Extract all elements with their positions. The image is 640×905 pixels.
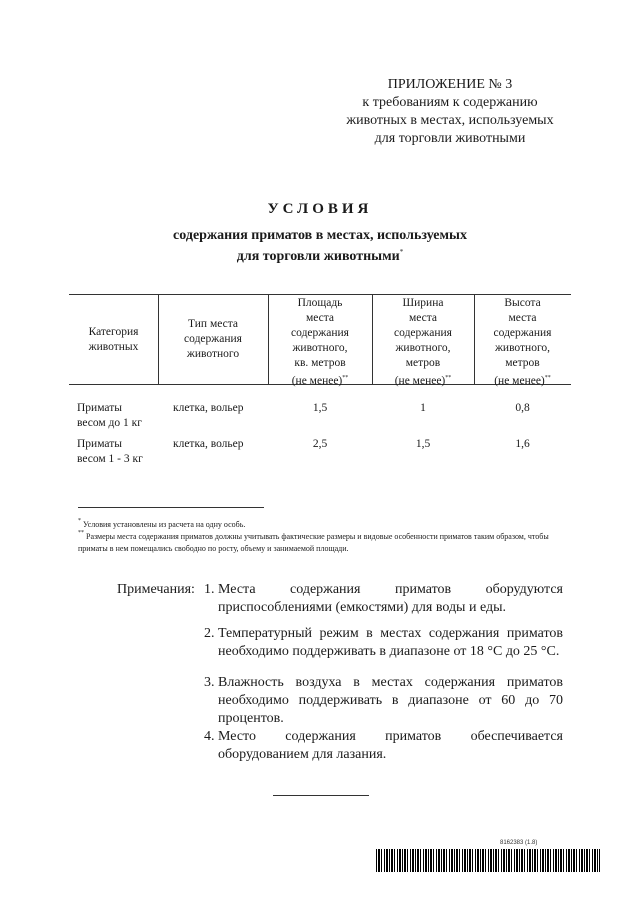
footnote-marker: *: [78, 518, 81, 524]
header-line: [474, 371, 571, 389]
footnote: [78, 528, 568, 554]
header-line: животного,: [494, 342, 551, 354]
table-cell-width: 1: [420, 402, 426, 414]
table-header-height: [474, 296, 571, 389]
header-line: животных: [88, 341, 139, 353]
header-line: содержания: [184, 333, 242, 345]
header-line: метров: [505, 357, 540, 369]
header-line: места: [408, 312, 438, 324]
header-line: животного,: [395, 342, 451, 354]
end-separator: [273, 795, 369, 796]
header-line: [268, 371, 372, 389]
note-text: Место содержания приматов обеспечивается оборудованием для лазания.: [218, 729, 563, 762]
appendix-header: [300, 76, 600, 148]
table-cell-width: 1,5: [415, 438, 431, 450]
note-text: Температурный режим в местах содержания приматов необходимо поддерживать в диапазоне от 18 °С до 25 °С.: [218, 626, 563, 659]
header-line: животного,: [292, 342, 348, 354]
cell-line: Приматы: [77, 438, 122, 450]
table-header-type: [158, 317, 268, 362]
document-code: 8162383 (1.8): [500, 840, 538, 846]
header-line: Тип места: [188, 318, 238, 330]
footnote-marker: *: [399, 248, 404, 256]
footnote-marker: **: [342, 375, 349, 381]
header-line: Категория: [88, 326, 139, 338]
subtitle-line: содержания приматов в местах, используемых: [173, 228, 467, 243]
footnote-marker: **: [445, 375, 452, 381]
table-cell-category: [77, 437, 162, 467]
header-line: Высота: [504, 297, 541, 309]
table-cell-area: 2,5: [312, 438, 328, 450]
barcode: [376, 849, 600, 872]
table-cell-type: клетка, вольер: [173, 438, 244, 450]
table-header-area: [268, 296, 372, 389]
appendix-subtitle-line: для торговли животными: [374, 131, 526, 146]
cell-line: Приматы: [77, 402, 122, 414]
appendix-subtitle-line: животных в местах, используемых: [346, 113, 554, 128]
document-subtitle: [130, 227, 510, 265]
subtitle-line: [130, 244, 510, 265]
appendix-number: ПРИЛОЖЕНИЕ № 3: [387, 77, 513, 92]
footnote-text: Условия установлены из расчета на одну особь.: [83, 520, 246, 529]
header-line: Ширина: [402, 297, 444, 309]
header-line: содержания: [394, 327, 452, 339]
header-line: кв. метров: [294, 357, 346, 369]
header-text: (не менее): [494, 375, 545, 387]
table-cell-area: 1,5: [312, 402, 328, 414]
note-number: 1.: [204, 582, 215, 597]
header-line: места: [508, 312, 537, 324]
note-number: 4.: [204, 729, 215, 744]
header-text: (не менее): [394, 375, 446, 387]
table-cell-height: 1,6: [515, 438, 530, 450]
footnote-marker: **: [78, 530, 84, 536]
header-line: метров: [405, 357, 441, 369]
header-line: Площадь: [297, 297, 343, 309]
header-line: животного: [186, 348, 240, 360]
table-header-width: [372, 296, 474, 389]
table-cell-height: 0,8: [515, 402, 530, 414]
table-header-category: [69, 325, 158, 355]
cell-line: весом 1 - 3 кг: [77, 453, 143, 465]
note-number: 2.: [204, 626, 215, 641]
header-line: содержания: [291, 327, 349, 339]
table-cell-type: клетка, вольер: [173, 402, 244, 414]
table-cell-category: [77, 401, 162, 431]
note-text: Влажность воздуха в местах содержания приматов необходимо поддерживать в диапазоне от 60 до 70 процентов.: [218, 675, 563, 726]
notes-label: Примечания:: [117, 582, 195, 597]
subtitle-text: для торговли животными: [236, 249, 400, 264]
header-text: (не менее): [291, 375, 343, 387]
footnote-text: Размеры места содержания приматов должны учитывать фактические размеры и видовые особенности приматов таким образом, чтобы приматы в нем помещались свободно по росту, объему и занимаемой площади.: [78, 532, 549, 553]
header-line: места: [305, 312, 335, 324]
header-line: [372, 371, 474, 389]
header-line: содержания: [493, 327, 552, 339]
footnote-separator: [78, 507, 264, 508]
document-title: УСЛОВИЯ: [267, 201, 373, 217]
note-text: Места содержания приматов оборудуются приспособлениями (емкостями) для воды и еды.: [218, 582, 563, 615]
note-number: 3.: [204, 675, 215, 690]
cell-line: весом до 1 кг: [77, 417, 142, 429]
appendix-subtitle-line: к требованиям к содержанию: [362, 95, 538, 110]
footnote-marker: **: [544, 375, 551, 381]
table-top-rule: [69, 294, 571, 295]
